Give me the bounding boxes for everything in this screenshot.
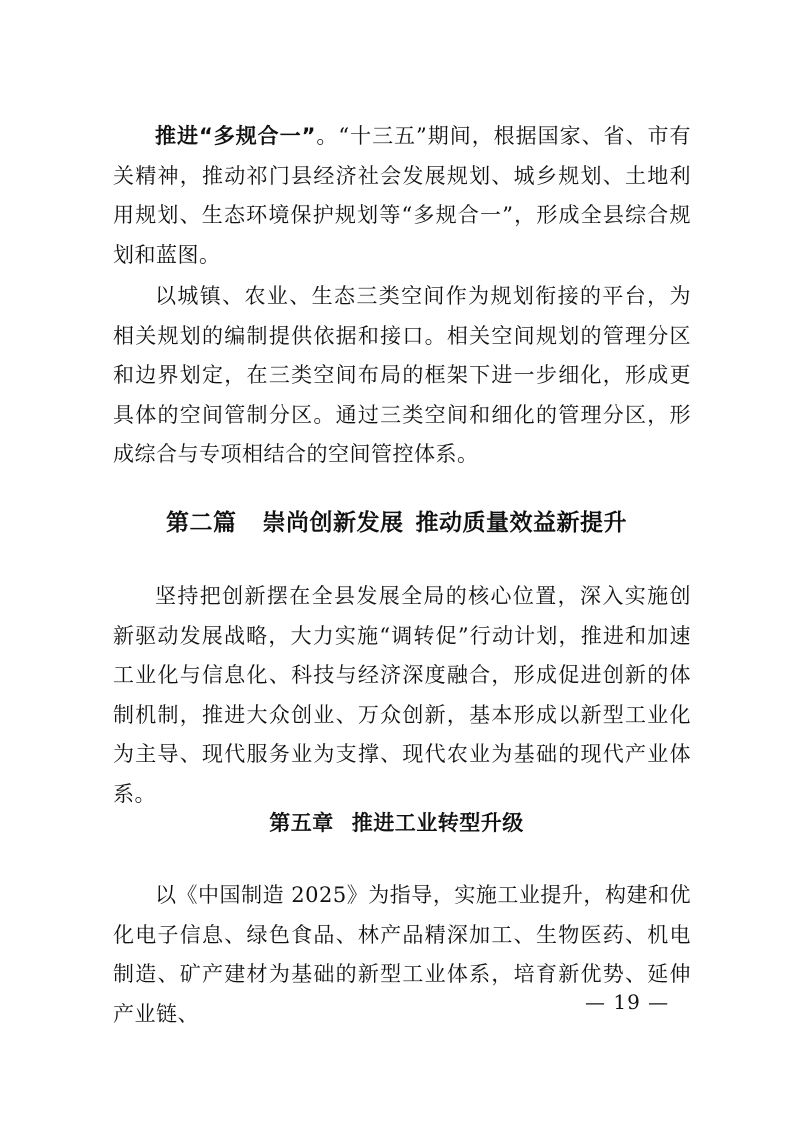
part-title-1: 崇尚创新发展 (262, 510, 404, 536)
paragraph-lead-bold: 推进“多规合一” (155, 124, 316, 148)
paragraph-spatial-planning: 以城镇、农业、生态三类空间作为规划衔接的平台，为相关规划的编制提供依据和接口。相关空间规划的管理分区和边界划定，在三类空间布局的框架下进一步细化，形成更具体的空间管制分区。通过三类空间和细化的管理分区，形成综合与专项相结合的空间管控体系。 (113, 284, 691, 466)
paragraph-body: 。“十三五”期间，根据国家、省、市有关精神，推动祁门县经济社会发展规划、城乡规划、土地利用规划、生态环境保护规划等“多规合一”，形成全县综合规划和蓝图。 (113, 124, 691, 267)
part-heading (0, 504, 793, 537)
part-label: 第二篇 (166, 510, 237, 536)
paragraph-made-in-china-2025: 以《中国制造 2025》为指导，实施工业提升，构建和优化电子信息、绿色食品、林产品精深加工、生物医药、机电制造、矿产建材为基础的新型工业体系，培育新优势、延伸产业链、 (113, 883, 691, 1026)
paragraph-innovation-strategy: 坚持把创新摆在全县发展全局的核心位置，深入实施创新驱动发展战略，大力实施“调转促”行动计划，推进和加速工业化与信息化、科技与经济深度融合，形成促进创新的体制机制，推进大众创业、万众创新，基本形成以新型工业化为主导、现代服务业为支撑、现代农业为基础的现代产业体系。 (113, 584, 691, 806)
chapter-title: 推进工业转型升级 (351, 811, 524, 835)
chapter-label: 第五章 (269, 811, 334, 835)
part-title-2: 推动质量效益新提升 (415, 510, 627, 536)
page-number: — 19 — (585, 990, 670, 1014)
paragraph-multi-plan-integration (113, 117, 691, 275)
chapter-heading (0, 807, 793, 837)
